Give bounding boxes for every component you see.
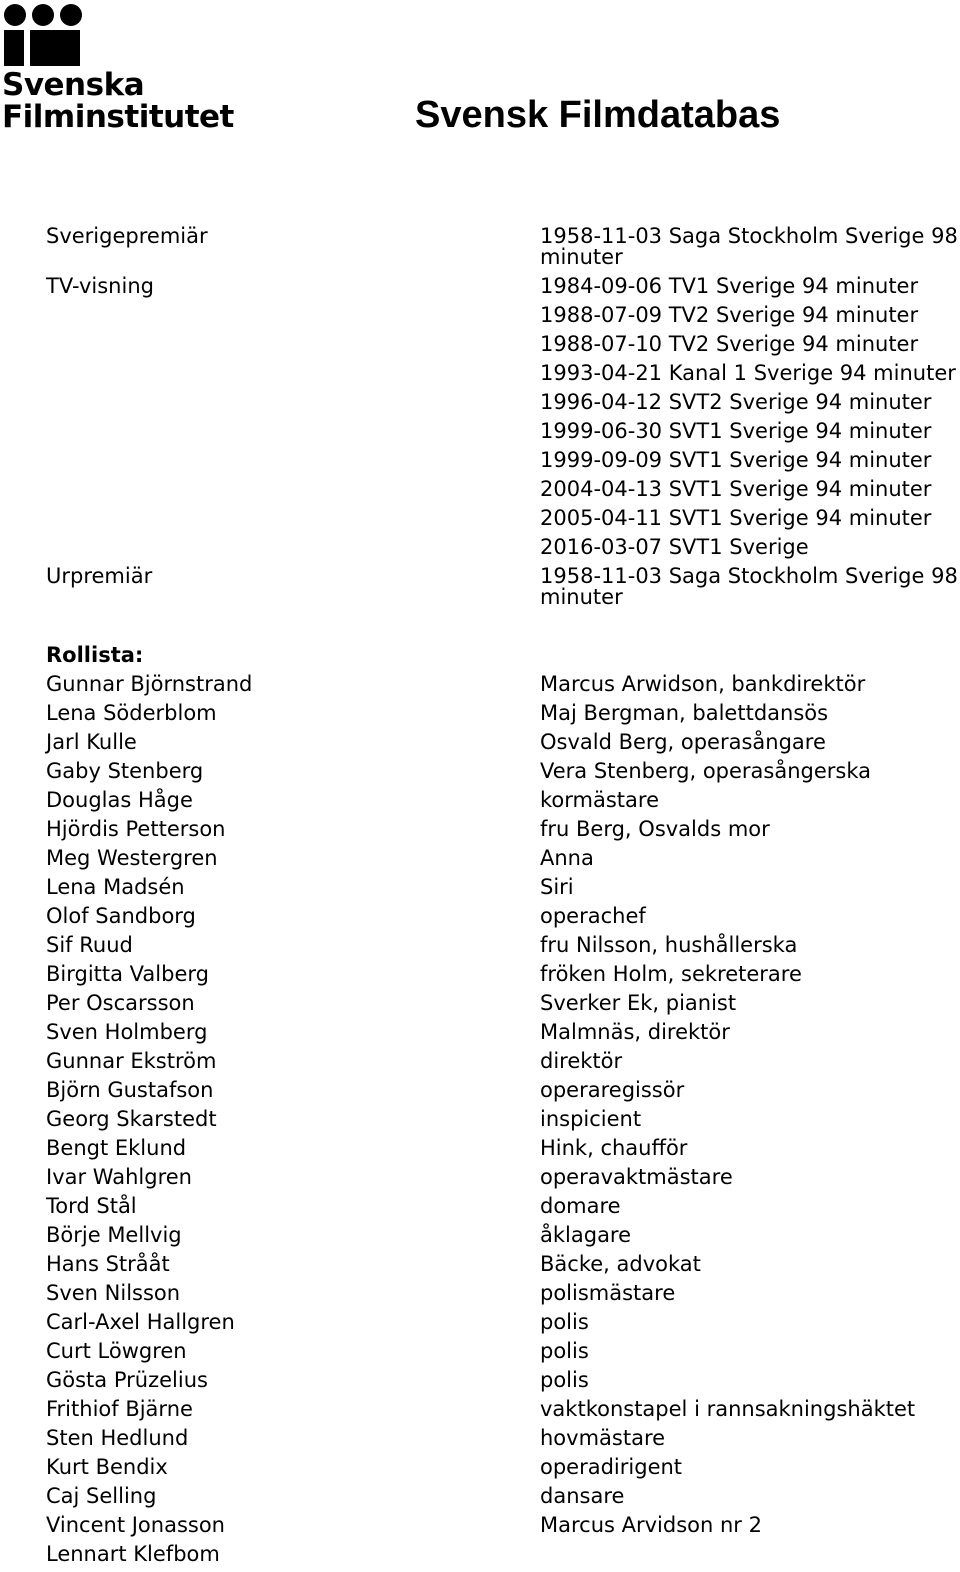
cast-role: Marcus Arwidson, bankdirektör bbox=[540, 672, 866, 696]
cast-role: operavaktmästare bbox=[540, 1165, 733, 1189]
cast-row bbox=[46, 815, 960, 844]
cast-actor: Per Oscarsson bbox=[46, 991, 195, 1015]
cast-actor: Douglas Håge bbox=[46, 788, 193, 812]
cast-list bbox=[46, 670, 960, 1569]
cast-role: fru Nilsson, hushållerska bbox=[540, 933, 798, 957]
screening-label: Urpremiär bbox=[46, 564, 153, 588]
cast-actor: Carl-Axel Hallgren bbox=[46, 1310, 235, 1334]
page-title: Svensk Filmdatabas bbox=[415, 94, 781, 136]
screening-row bbox=[46, 388, 960, 417]
logo-dot-icon bbox=[4, 4, 26, 26]
cast-actor: Gunnar Björnstrand bbox=[46, 672, 253, 696]
screening-value: 1999-09-09 SVT1 Sverige 94 minuter bbox=[540, 448, 932, 472]
cast-role: dansare bbox=[540, 1484, 625, 1508]
cast-actor: Sten Hedlund bbox=[46, 1426, 189, 1450]
cast-role: Osvald Berg, operasångare bbox=[540, 730, 826, 754]
cast-row bbox=[46, 902, 960, 931]
cast-actor: Tord Stål bbox=[46, 1194, 137, 1218]
cast-row bbox=[46, 1395, 960, 1424]
cast-role: Bäcke, advokat bbox=[540, 1252, 701, 1276]
cast-row bbox=[46, 1250, 960, 1279]
cast-role: operadirigent bbox=[540, 1455, 683, 1479]
cast-row bbox=[46, 1511, 960, 1540]
screening-row bbox=[46, 330, 960, 359]
cast-row bbox=[46, 1482, 960, 1511]
screening-label bbox=[46, 533, 540, 562]
cast-actor: Gösta Prüzelius bbox=[46, 1368, 208, 1392]
screening-row bbox=[46, 359, 960, 388]
cast-row bbox=[46, 728, 960, 757]
cast-actor: Sif Ruud bbox=[46, 933, 133, 957]
screening-label bbox=[46, 475, 540, 504]
cast-row bbox=[46, 1192, 960, 1221]
cast-role: vaktkonstapel i rannsakningshäktet bbox=[540, 1397, 916, 1421]
logo-bar-icon bbox=[4, 30, 24, 66]
svenska-filminstitutet-logo bbox=[2, 2, 234, 136]
cast-actor: Caj Selling bbox=[46, 1484, 157, 1508]
cast-role: Malmnäs, direktör bbox=[540, 1020, 730, 1044]
cast-role: fröken Holm, sekreterare bbox=[540, 962, 802, 986]
logo-block-icon bbox=[4, 30, 80, 66]
screening-row bbox=[46, 222, 960, 272]
cast-role: Siri bbox=[540, 875, 574, 899]
screening-value: 1958-11-03 Saga Stockholm Sverige 98 minuter bbox=[540, 564, 958, 609]
screening-value: 1996-04-12 SVT2 Sverige 94 minuter bbox=[540, 390, 932, 414]
screening-row bbox=[46, 533, 960, 562]
screening-label: TV-visning bbox=[46, 274, 154, 298]
cast-row bbox=[46, 699, 960, 728]
cast-row bbox=[46, 786, 960, 815]
cast-actor: Sven Holmberg bbox=[46, 1020, 208, 1044]
cast-row bbox=[46, 1424, 960, 1453]
cast-role: polismästare bbox=[540, 1281, 676, 1305]
cast-row bbox=[46, 960, 960, 989]
cast-actor: Jarl Kulle bbox=[46, 730, 137, 754]
screening-value: 2016-03-07 SVT1 Sverige bbox=[540, 535, 809, 559]
screenings-list bbox=[46, 222, 960, 612]
cast-actor: Börje Mellvig bbox=[46, 1223, 182, 1247]
logo-dots-icon bbox=[4, 4, 84, 30]
cast-role: åklagare bbox=[540, 1223, 632, 1247]
section-spacer bbox=[46, 612, 960, 641]
screening-label bbox=[46, 446, 540, 475]
screening-row bbox=[46, 417, 960, 446]
logo-text-line2: Filminstitutet bbox=[2, 99, 234, 135]
cast-role: kormästare bbox=[540, 788, 659, 812]
cast-row bbox=[46, 1308, 960, 1337]
cast-actor: Sven Nilsson bbox=[46, 1281, 181, 1305]
film-details bbox=[46, 222, 960, 1569]
cast-row bbox=[46, 844, 960, 873]
cast-role: operachef bbox=[540, 904, 646, 928]
cast-row bbox=[46, 1337, 960, 1366]
cast-role: polis bbox=[540, 1368, 589, 1392]
cast-role: polis bbox=[540, 1310, 589, 1334]
cast-actor: Lennart Klefbom bbox=[46, 1542, 220, 1566]
cast-actor: Georg Skarstedt bbox=[46, 1107, 217, 1131]
cast-actor: Lena Söderblom bbox=[46, 701, 217, 725]
cast-row bbox=[46, 1540, 960, 1569]
cast-actor: Hans Strååt bbox=[46, 1252, 170, 1276]
logo-dot-icon bbox=[60, 4, 82, 26]
cast-heading: Rollista: bbox=[46, 643, 144, 667]
screening-value: 1988-07-09 TV2 Sverige 94 minuter bbox=[540, 303, 919, 327]
cast-actor: Olof Sandborg bbox=[46, 904, 196, 928]
cast-role: domare bbox=[540, 1194, 621, 1218]
logo-bar-icon bbox=[30, 30, 80, 66]
cast-actor: Birgitta Valberg bbox=[46, 962, 209, 986]
cast-role: Vera Stenberg, operasångerska bbox=[540, 759, 872, 783]
cast-row bbox=[46, 873, 960, 902]
cast-role: Maj Bergman, balettdansös bbox=[540, 701, 829, 725]
cast-actor: Hjördis Petterson bbox=[46, 817, 226, 841]
cast-row bbox=[46, 1105, 960, 1134]
cast-row bbox=[46, 1279, 960, 1308]
cast-row bbox=[46, 1163, 960, 1192]
cast-actor: Gaby Stenberg bbox=[46, 759, 204, 783]
screening-value: 1958-11-03 Saga Stockholm Sverige 98 minuter bbox=[540, 224, 958, 269]
cast-row bbox=[46, 1134, 960, 1163]
cast-row bbox=[46, 1047, 960, 1076]
screening-row bbox=[46, 446, 960, 475]
cast-row bbox=[46, 1076, 960, 1105]
cast-row bbox=[46, 1221, 960, 1250]
cast-role: hovmästare bbox=[540, 1426, 666, 1450]
cast-role: inspicient bbox=[540, 1107, 642, 1131]
screening-row bbox=[46, 475, 960, 504]
cast-role: fru Berg, Osvalds mor bbox=[540, 817, 770, 841]
cast-role: Hink, chaufför bbox=[540, 1136, 688, 1160]
cast-actor: Bengt Eklund bbox=[46, 1136, 187, 1160]
cast-actor: Frithiof Bjärne bbox=[46, 1397, 193, 1421]
screening-label bbox=[46, 388, 540, 417]
cast-actor: Ivar Wahlgren bbox=[46, 1165, 192, 1189]
cast-actor: Kurt Bendix bbox=[46, 1455, 168, 1479]
cast-row bbox=[46, 1018, 960, 1047]
cast-role: Sverker Ek, pianist bbox=[540, 991, 737, 1015]
cast-role: direktör bbox=[540, 1049, 623, 1073]
screening-label: Sverigepremiär bbox=[46, 224, 208, 248]
cast-actor: Vincent Jonasson bbox=[46, 1513, 225, 1537]
screening-value: 1984-09-06 TV1 Sverige 94 minuter bbox=[540, 274, 919, 298]
logo-text-line1: Svenska bbox=[2, 67, 145, 103]
cast-role: Anna bbox=[540, 846, 594, 870]
screening-value: 2004-04-13 SVT1 Sverige 94 minuter bbox=[540, 477, 932, 501]
screening-value: 2005-04-11 SVT1 Sverige 94 minuter bbox=[540, 506, 932, 530]
cast-row bbox=[46, 989, 960, 1018]
screening-value: 1988-07-10 TV2 Sverige 94 minuter bbox=[540, 332, 919, 356]
cast-role: operaregissör bbox=[540, 1078, 685, 1102]
screening-row bbox=[46, 504, 960, 533]
screening-row bbox=[46, 301, 960, 330]
cast-actor: Gunnar Ekström bbox=[46, 1049, 217, 1073]
cast-row bbox=[46, 670, 960, 699]
screening-value: 1993-04-21 Kanal 1 Sverige 94 minuter bbox=[540, 361, 956, 385]
cast-row bbox=[46, 1453, 960, 1482]
cast-role: polis bbox=[540, 1339, 589, 1363]
cast-actor: Björn Gustafson bbox=[46, 1078, 214, 1102]
screening-label bbox=[46, 359, 540, 388]
screening-label bbox=[46, 417, 540, 446]
cast-role bbox=[540, 1540, 960, 1569]
screening-value: 1999-06-30 SVT1 Sverige 94 minuter bbox=[540, 419, 932, 443]
screening-label bbox=[46, 301, 540, 330]
cast-actor: Meg Westergren bbox=[46, 846, 218, 870]
cast-row bbox=[46, 757, 960, 786]
screening-row bbox=[46, 562, 960, 612]
screening-row bbox=[46, 272, 960, 301]
cast-actor: Lena Madsén bbox=[46, 875, 185, 899]
cast-actor: Curt Löwgren bbox=[46, 1339, 187, 1363]
cast-role: Marcus Arvidson nr 2 bbox=[540, 1513, 762, 1537]
cast-row bbox=[46, 931, 960, 960]
cast-row bbox=[46, 1366, 960, 1395]
logo-dot-icon bbox=[32, 4, 54, 26]
screening-label bbox=[46, 504, 540, 533]
screening-label bbox=[46, 330, 540, 359]
